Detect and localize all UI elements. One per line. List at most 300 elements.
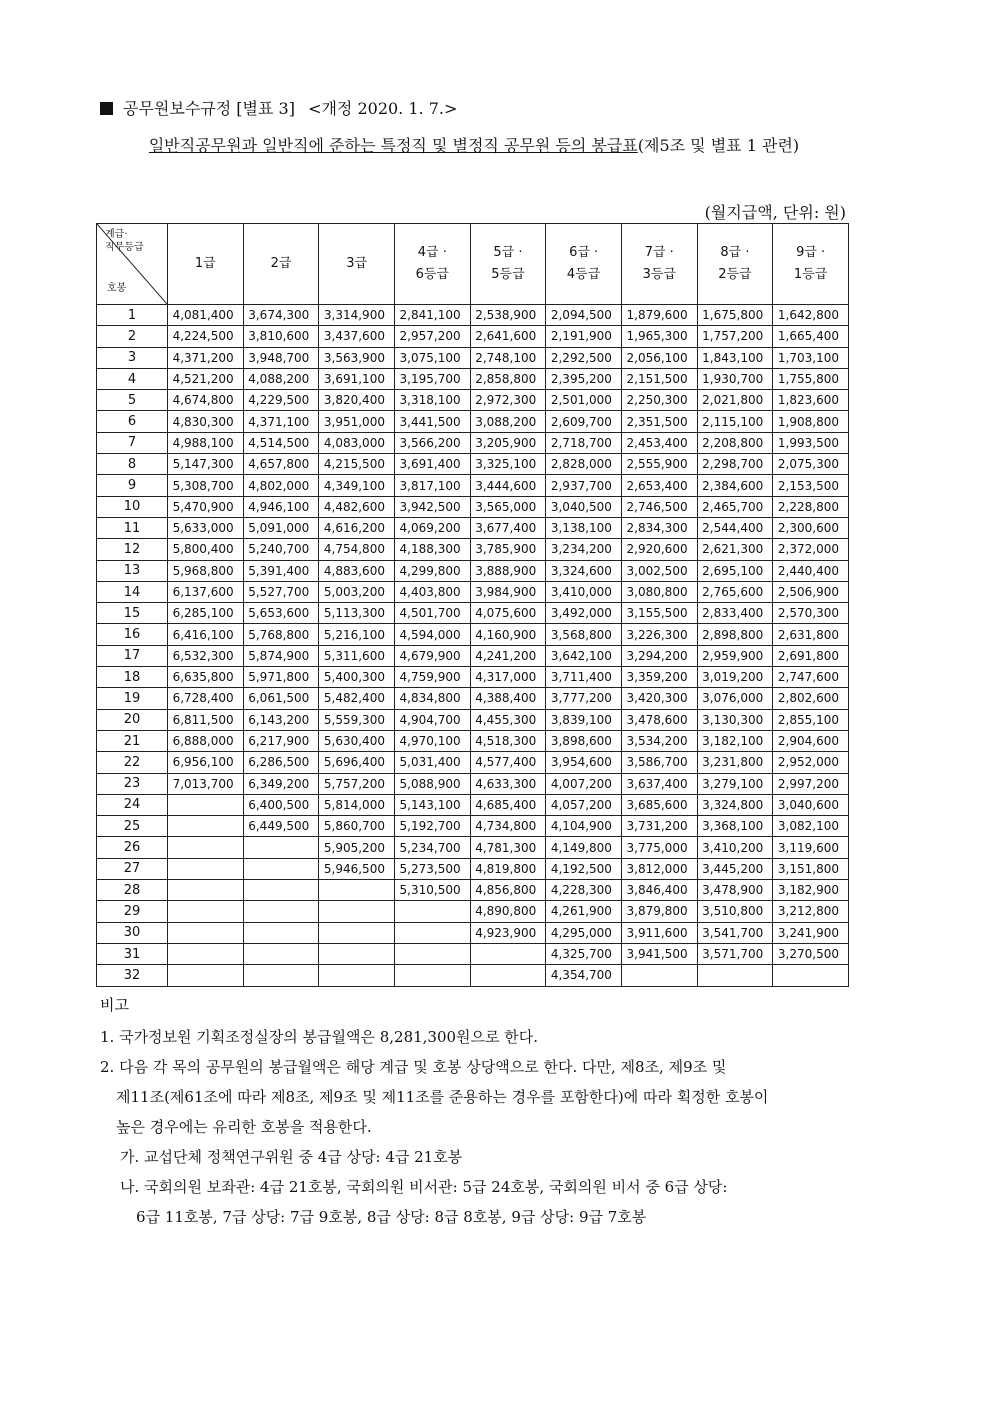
salary-cell: 5,031,400: [394, 752, 470, 773]
salary-cell: 3,951,000: [319, 411, 395, 432]
step-cell: 19: [97, 688, 168, 709]
salary-cell: 6,217,900: [243, 730, 319, 751]
salary-cell: 4,088,200: [243, 368, 319, 389]
step-cell: 32: [97, 965, 168, 986]
table-title-main: 일반직공무원과 일반직에 준하는 특정직 및 별정직 공무원 등의 봉급표: [148, 136, 638, 155]
salary-cell: 3,586,700: [621, 752, 697, 773]
remark-item-1: 1. 국가정보원 기획조정실장의 봉급월액은 8,281,300원으로 한다.: [100, 1028, 539, 1046]
salary-cell: 2,300,600: [773, 517, 849, 538]
salary-cell: 2,298,700: [697, 454, 773, 475]
salary-cell: [697, 965, 773, 986]
salary-cell: 3,691,100: [319, 368, 395, 389]
salary-cell: 6,285,100: [168, 603, 244, 624]
appendix-ref: [별표 3]: [236, 99, 295, 118]
salary-cell: 3,785,900: [470, 539, 546, 560]
salary-cell: [470, 943, 546, 964]
salary-cell: 3,205,900: [470, 432, 546, 453]
salary-cell: 1,993,500: [773, 432, 849, 453]
step-cell: 17: [97, 645, 168, 666]
salary-cell: 4,685,400: [470, 794, 546, 815]
salary-cell: 4,325,700: [546, 943, 622, 964]
salary-cell: 5,240,700: [243, 539, 319, 560]
salary-cell: 3,711,400: [546, 667, 622, 688]
salary-cell: 3,846,400: [621, 880, 697, 901]
salary-cell: 3,566,200: [394, 432, 470, 453]
salary-cell: 6,061,500: [243, 688, 319, 709]
salary-cell: 3,075,100: [394, 347, 470, 368]
salary-cell: 4,802,000: [243, 475, 319, 496]
salary-cell: 2,395,200: [546, 368, 622, 389]
step-cell: 21: [97, 730, 168, 751]
salary-cell: [168, 943, 244, 964]
salary-cell: 4,754,800: [319, 539, 395, 560]
salary-cell: 4,856,800: [470, 880, 546, 901]
salary-cell: 3,817,100: [394, 475, 470, 496]
salary-cell: 5,527,700: [243, 581, 319, 602]
salary-cell: 5,400,300: [319, 667, 395, 688]
salary-cell: 2,855,100: [773, 709, 849, 730]
salary-cell: 6,811,500: [168, 709, 244, 730]
salary-cell: 2,372,000: [773, 539, 849, 560]
salary-cell: 1,642,800: [773, 305, 849, 326]
salary-cell: 2,544,400: [697, 517, 773, 538]
salary-cell: 3,571,700: [697, 943, 773, 964]
table-row: [97, 816, 849, 837]
salary-cell: 4,104,900: [546, 816, 622, 837]
salary-cell: [168, 922, 244, 943]
salary-cell: 2,997,200: [773, 773, 849, 794]
salary-cell: [243, 965, 319, 986]
salary-cell: 3,941,500: [621, 943, 697, 964]
salary-cell: 6,416,100: [168, 624, 244, 645]
step-cell: 23: [97, 773, 168, 794]
grade-header: 8급 · 2등급: [697, 224, 773, 305]
salary-cell: 5,311,600: [319, 645, 395, 666]
table-row: [97, 603, 849, 624]
salary-cell: 2,292,500: [546, 347, 622, 368]
salary-cell: [394, 901, 470, 922]
salary-cell: 6,143,200: [243, 709, 319, 730]
salary-cell: 4,518,300: [470, 730, 546, 751]
salary-cell: 5,757,200: [319, 773, 395, 794]
salary-cell: 5,633,000: [168, 517, 244, 538]
step-cell: 11: [97, 517, 168, 538]
salary-cell: 5,234,700: [394, 837, 470, 858]
salary-cell: 3,155,500: [621, 603, 697, 624]
salary-cell: 3,314,900: [319, 305, 395, 326]
salary-cell: 4,349,100: [319, 475, 395, 496]
salary-cell: [621, 965, 697, 986]
step-cell: 12: [97, 539, 168, 560]
salary-cell: 3,510,800: [697, 901, 773, 922]
salary-cell: 6,449,500: [243, 816, 319, 837]
salary-cell: 3,478,600: [621, 709, 697, 730]
salary-cell: 3,677,400: [470, 517, 546, 538]
table-row: [97, 965, 849, 986]
salary-cell: 4,083,000: [319, 432, 395, 453]
step-cell: 2: [97, 326, 168, 347]
salary-cell: 5,216,100: [319, 624, 395, 645]
step-cell: 10: [97, 496, 168, 517]
salary-cell: 5,091,000: [243, 517, 319, 538]
salary-cell: 1,823,600: [773, 390, 849, 411]
salary-cell: 3,420,300: [621, 688, 697, 709]
salary-cell: 3,731,200: [621, 816, 697, 837]
salary-cell: [319, 965, 395, 986]
salary-cell: 5,088,900: [394, 773, 470, 794]
salary-cell: 3,234,200: [546, 539, 622, 560]
table-row: [97, 305, 849, 326]
salary-cell: 4,904,700: [394, 709, 470, 730]
salary-cell: 2,802,600: [773, 688, 849, 709]
salary-cell: 4,192,500: [546, 858, 622, 879]
salary-cell: 3,019,200: [697, 667, 773, 688]
salary-cell: [319, 922, 395, 943]
salary-cell: 5,310,500: [394, 880, 470, 901]
step-cell: 3: [97, 347, 168, 368]
salary-cell: 3,270,500: [773, 943, 849, 964]
salary-cell: 2,250,300: [621, 390, 697, 411]
salary-cell: 6,349,200: [243, 773, 319, 794]
step-cell: 31: [97, 943, 168, 964]
salary-cell: 3,040,500: [546, 496, 622, 517]
salary-cell: 1,965,300: [621, 326, 697, 347]
grade-header: 6급 · 4등급: [546, 224, 622, 305]
salary-cell: 2,959,900: [697, 645, 773, 666]
table-row: [97, 347, 849, 368]
salary-cell: 3,441,500: [394, 411, 470, 432]
salary-cell: [773, 965, 849, 986]
salary-cell: 4,229,500: [243, 390, 319, 411]
salary-cell: [168, 965, 244, 986]
salary-table-body: [97, 305, 849, 987]
salary-cell: 3,691,400: [394, 454, 470, 475]
salary-cell: 7,013,700: [168, 773, 244, 794]
salary-cell: 1,665,400: [773, 326, 849, 347]
salary-cell: 5,003,200: [319, 581, 395, 602]
salary-cell: 2,746,500: [621, 496, 697, 517]
salary-cell: [243, 858, 319, 879]
table-row: [97, 837, 849, 858]
salary-cell: 2,841,100: [394, 305, 470, 326]
salary-cell: 3,212,800: [773, 901, 849, 922]
salary-cell: 4,224,500: [168, 326, 244, 347]
salary-cell: 2,937,700: [546, 475, 622, 496]
salary-cell: 5,874,900: [243, 645, 319, 666]
corner-step-label: 호봉: [107, 283, 127, 294]
step-cell: 16: [97, 624, 168, 645]
salary-cell: 5,905,200: [319, 837, 395, 858]
salary-cell: 4,160,900: [470, 624, 546, 645]
salary-cell: 4,890,800: [470, 901, 546, 922]
salary-cell: 3,325,100: [470, 454, 546, 475]
salary-cell: 3,088,200: [470, 411, 546, 432]
table-row: [97, 581, 849, 602]
salary-cell: 6,635,800: [168, 667, 244, 688]
salary-cell: 3,294,200: [621, 645, 697, 666]
salary-cell: 4,075,600: [470, 603, 546, 624]
salary-cell: [319, 901, 395, 922]
salary-cell: 2,952,000: [773, 752, 849, 773]
salary-cell: 3,002,500: [621, 560, 697, 581]
step-cell: 20: [97, 709, 168, 730]
salary-cell: 4,354,700: [546, 965, 622, 986]
unit-note: (월지급액, 단위: 원): [704, 203, 846, 222]
table-row: [97, 326, 849, 347]
table-row: [97, 368, 849, 389]
table-row: [97, 858, 849, 879]
remark-subitem-na-line1: 나. 국회의원 보좌관: 4급 21호봉, 국회의원 비서관: 5급 24호봉, 국회의원 비서 중 6급 상당:: [120, 1178, 728, 1196]
salary-cell: 4,734,800: [470, 816, 546, 837]
document-heading: [100, 96, 457, 119]
salary-cell: [168, 880, 244, 901]
step-cell: 4: [97, 368, 168, 389]
remarks-section: [100, 990, 848, 1232]
grade-header: 3급: [319, 224, 395, 305]
salary-cell: 5,768,800: [243, 624, 319, 645]
salary-cell: 3,777,200: [546, 688, 622, 709]
salary-cell: 5,147,300: [168, 454, 244, 475]
salary-cell: 3,040,600: [773, 794, 849, 815]
salary-cell: 3,642,100: [546, 645, 622, 666]
salary-cell: [168, 858, 244, 879]
salary-cell: 5,814,000: [319, 794, 395, 815]
salary-cell: 3,820,400: [319, 390, 395, 411]
step-cell: 28: [97, 880, 168, 901]
salary-cell: 2,972,300: [470, 390, 546, 411]
salary-cell: 3,130,300: [697, 709, 773, 730]
salary-cell: 5,273,500: [394, 858, 470, 879]
salary-cell: 1,879,600: [621, 305, 697, 326]
salary-cell: 2,506,900: [773, 581, 849, 602]
salary-cell: 5,470,900: [168, 496, 244, 517]
remark-item-2-line2: 제11조(제61조에 따라 제8조, 제9조 및 제11조를 준용하는 경우를 포함한다)에 따라 획정한 호봉이: [116, 1088, 769, 1106]
step-cell: 13: [97, 560, 168, 581]
header-row: [97, 224, 849, 305]
table-title-suffix: (제5조 및 별표 1 관련): [637, 136, 800, 155]
salary-cell: 5,482,400: [319, 688, 395, 709]
salary-cell: [243, 943, 319, 964]
grade-header: 1급: [168, 224, 244, 305]
step-cell: 14: [97, 581, 168, 602]
salary-cell: 6,137,600: [168, 581, 244, 602]
salary-cell: 4,228,300: [546, 880, 622, 901]
salary-cell: 3,775,000: [621, 837, 697, 858]
salary-cell: 4,577,400: [470, 752, 546, 773]
salary-cell: 3,437,600: [319, 326, 395, 347]
salary-cell: 1,755,800: [773, 368, 849, 389]
salary-cell: [243, 922, 319, 943]
grade-header: 4급 · 6등급: [394, 224, 470, 305]
salary-cell: 4,188,300: [394, 539, 470, 560]
salary-cell: 3,565,000: [470, 496, 546, 517]
salary-cell: [243, 880, 319, 901]
salary-cell: 4,594,000: [394, 624, 470, 645]
salary-cell: [168, 816, 244, 837]
salary-cell: 2,021,800: [697, 390, 773, 411]
table-row: [97, 560, 849, 581]
salary-cell: [470, 965, 546, 986]
salary-cell: 4,759,900: [394, 667, 470, 688]
salary-cell: 3,637,400: [621, 773, 697, 794]
salary-cell: 1,757,200: [697, 326, 773, 347]
remark-item-2-line1: 2. 다음 각 목의 공무원의 봉급월액은 해당 계급 및 호봉 상당액으로 한다. 다만, 제8조, 제9조 및: [100, 1058, 727, 1076]
salary-cell: 3,534,200: [621, 730, 697, 751]
salary-cell: 4,007,200: [546, 773, 622, 794]
salary-cell: 5,308,700: [168, 475, 244, 496]
salary-cell: 3,563,900: [319, 347, 395, 368]
salary-cell: 5,860,700: [319, 816, 395, 837]
salary-cell: 2,208,800: [697, 432, 773, 453]
salary-cell: 2,501,000: [546, 390, 622, 411]
salary-cell: 3,888,900: [470, 560, 546, 581]
table-row: [97, 454, 849, 475]
remark-item-2-line3: 높은 경우에는 유리한 호봉을 적용한다.: [116, 1118, 372, 1136]
salary-cell: 2,920,600: [621, 539, 697, 560]
salary-cell: 3,080,800: [621, 581, 697, 602]
salary-cell: 3,674,300: [243, 305, 319, 326]
salary-cell: 4,781,300: [470, 837, 546, 858]
salary-cell: 5,113,300: [319, 603, 395, 624]
salary-cell: 3,279,100: [697, 773, 773, 794]
salary-cell: 2,153,500: [773, 475, 849, 496]
salary-cell: 2,538,900: [470, 305, 546, 326]
salary-cell: 4,241,200: [470, 645, 546, 666]
salary-cell: 1,908,800: [773, 411, 849, 432]
salary-cell: 4,371,100: [243, 411, 319, 432]
salary-cell: 4,501,700: [394, 603, 470, 624]
salary-cell: 3,478,900: [697, 880, 773, 901]
salary-cell: 4,657,800: [243, 454, 319, 475]
salary-cell: [394, 943, 470, 964]
salary-cell: 4,883,600: [319, 560, 395, 581]
salary-cell: 3,445,200: [697, 858, 773, 879]
salary-cell: 5,696,400: [319, 752, 395, 773]
corner-header-cell: [97, 224, 168, 305]
salary-cell: 5,653,600: [243, 603, 319, 624]
table-row: [97, 880, 849, 901]
salary-cell: 6,400,500: [243, 794, 319, 815]
salary-cell: 2,653,400: [621, 475, 697, 496]
salary-cell: 4,371,200: [168, 347, 244, 368]
step-cell: 25: [97, 816, 168, 837]
table-row: [97, 922, 849, 943]
salary-cell: 3,568,800: [546, 624, 622, 645]
salary-cell: [394, 965, 470, 986]
table-row: [97, 667, 849, 688]
salary-cell: 2,695,100: [697, 560, 773, 581]
salary-cell: 3,241,900: [773, 922, 849, 943]
table-row: [97, 943, 849, 964]
grade-header: 5급 · 5등급: [470, 224, 546, 305]
table-row: [97, 773, 849, 794]
salary-cell: 4,819,800: [470, 858, 546, 879]
salary-cell: 4,514,500: [243, 432, 319, 453]
salary-cell: 3,410,200: [697, 837, 773, 858]
salary-cell: 3,318,100: [394, 390, 470, 411]
salary-cell: 2,747,600: [773, 667, 849, 688]
square-bullet-icon: [100, 102, 113, 115]
table-row: [97, 411, 849, 432]
salary-cell: 4,057,200: [546, 794, 622, 815]
salary-cell: 6,728,400: [168, 688, 244, 709]
table-row: [97, 688, 849, 709]
salary-cell: 1,675,800: [697, 305, 773, 326]
salary-cell: 3,119,600: [773, 837, 849, 858]
step-cell: 29: [97, 901, 168, 922]
salary-cell: 3,492,000: [546, 603, 622, 624]
salary-cell: 2,748,100: [470, 347, 546, 368]
salary-cell: 4,946,100: [243, 496, 319, 517]
table-row: [97, 432, 849, 453]
step-cell: 26: [97, 837, 168, 858]
salary-cell: 3,839,100: [546, 709, 622, 730]
salary-cell: [394, 922, 470, 943]
salary-cell: 2,957,200: [394, 326, 470, 347]
step-cell: 27: [97, 858, 168, 879]
salary-cell: 3,359,200: [621, 667, 697, 688]
table-row: [97, 496, 849, 517]
salary-cell: 4,149,800: [546, 837, 622, 858]
table-row: [97, 390, 849, 411]
table-row: [97, 645, 849, 666]
salary-cell: 2,555,900: [621, 454, 697, 475]
salary-cell: 6,532,300: [168, 645, 244, 666]
salary-cell: 4,616,200: [319, 517, 395, 538]
table-row: [97, 901, 849, 922]
table-row: [97, 752, 849, 773]
table-row: [97, 539, 849, 560]
salary-cell: 6,888,000: [168, 730, 244, 751]
salary-cell: 3,898,600: [546, 730, 622, 751]
salary-cell: 4,299,800: [394, 560, 470, 581]
salary-cell: 2,609,700: [546, 411, 622, 432]
table-row: [97, 517, 849, 538]
salary-cell: 6,286,500: [243, 752, 319, 773]
salary-cell: 4,482,600: [319, 496, 395, 517]
salary-cell: 4,674,800: [168, 390, 244, 411]
salary-cell: 4,455,300: [470, 709, 546, 730]
step-cell: 5: [97, 390, 168, 411]
salary-cell: 5,192,700: [394, 816, 470, 837]
salary-cell: 2,191,900: [546, 326, 622, 347]
salary-cell: [168, 837, 244, 858]
salary-cell: 2,834,300: [621, 517, 697, 538]
salary-cell: [168, 901, 244, 922]
table-row: [97, 730, 849, 751]
salary-cell: 2,094,500: [546, 305, 622, 326]
salary-cell: 2,621,300: [697, 539, 773, 560]
salary-cell: 3,324,600: [546, 560, 622, 581]
table-row: [97, 794, 849, 815]
table-row: [97, 624, 849, 645]
salary-cell: 4,988,100: [168, 432, 244, 453]
salary-cell: 2,898,800: [697, 624, 773, 645]
salary-cell: [319, 880, 395, 901]
salary-cell: 2,631,800: [773, 624, 849, 645]
salary-cell: 5,391,400: [243, 560, 319, 581]
salary-cell: 2,691,800: [773, 645, 849, 666]
salary-cell: 5,800,400: [168, 539, 244, 560]
salary-cell: 5,968,800: [168, 560, 244, 581]
salary-table: [96, 223, 849, 987]
salary-cell: 2,351,500: [621, 411, 697, 432]
salary-cell: 4,923,900: [470, 922, 546, 943]
salary-cell: 2,056,100: [621, 347, 697, 368]
salary-cell: 1,843,100: [697, 347, 773, 368]
salary-cell: 4,633,300: [470, 773, 546, 794]
salary-cell: 4,215,500: [319, 454, 395, 475]
